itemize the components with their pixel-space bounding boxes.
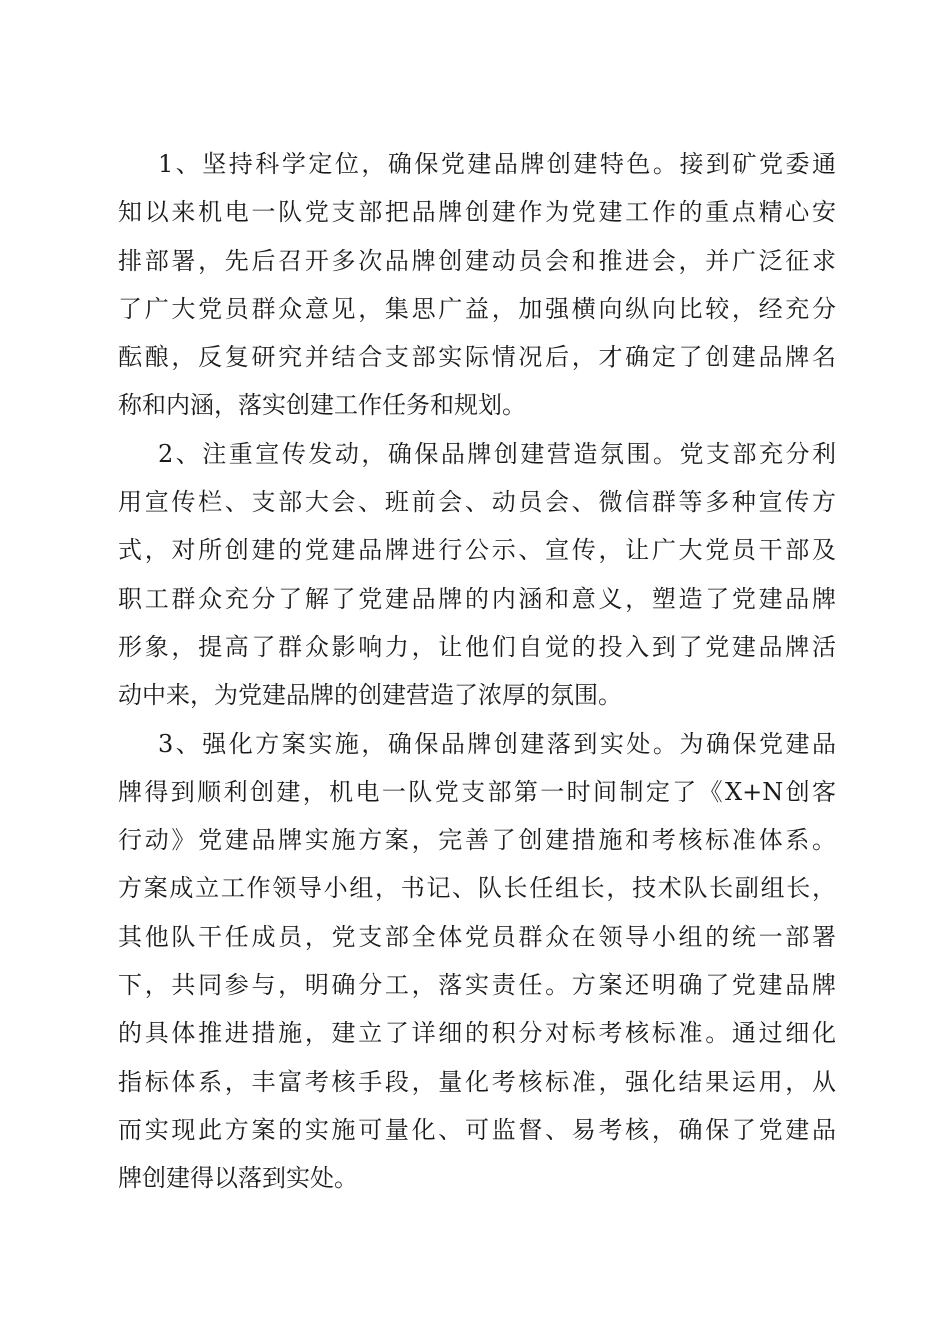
paragraph-line: 知以来机电一队党支部把品牌创建作为党建工作的重点精心安 bbox=[118, 198, 836, 227]
paragraph-line: 1、坚持科学定位，确保党建品牌创建特色。接到矿党委通 bbox=[158, 150, 836, 178]
paragraph-3 bbox=[118, 720, 836, 1203]
paragraph-line: 方案成立工作领导小组，书记、队长任组长，技术队长副组长， bbox=[118, 874, 836, 903]
paragraph-line: 的具体推进措施，建立了详细的积分对标考核标准。通过细化 bbox=[118, 1019, 836, 1048]
paragraph-line: 行动》党建品牌实施方案，完善了创建措施和考核标准体系。 bbox=[118, 826, 836, 855]
paragraph-line: 动中来，为党建品牌的创建营造了浓厚的氛围。 bbox=[118, 681, 622, 710]
paragraph-line: 下，共同参与，明确分工，落实责任。方案还明确了党建品牌 bbox=[118, 971, 836, 1000]
paragraph-line: 而实现此方案的实施可量化、可监督、易考核，确保了党建品 bbox=[118, 1115, 836, 1144]
paragraph-line: 称和内涵，落实创建工作任务和规划。 bbox=[118, 391, 526, 420]
paragraph-line: 式，对所创建的党建品牌进行公示、宣传，让广大党员干部及 bbox=[118, 536, 836, 565]
paragraph-1 bbox=[118, 140, 836, 430]
paragraph-line: 酝酿，反复研究并结合支部实际情况后，才确定了创建品牌名 bbox=[118, 343, 836, 372]
paragraph-line: 牌得到顺利创建，机电一队党支部第一时间制定了《X+N创客 bbox=[118, 777, 836, 806]
paragraph-line: 其他队干任成员，党支部全体党员群众在领导小组的统一部署 bbox=[118, 922, 836, 951]
paragraph-line: 3、强化方案实施，确保品牌创建落到实处。为确保党建品 bbox=[158, 729, 836, 758]
paragraph-line: 指标体系，丰富考核手段，量化考核标准，强化结果运用，从 bbox=[118, 1067, 836, 1096]
paragraph-2 bbox=[118, 430, 836, 720]
paragraph-line: 2、注重宣传发动，确保品牌创建营造氛围。党支部充分利 bbox=[158, 439, 836, 468]
paragraph-line: 形象，提高了群众影响力，让他们自觉的投入到了党建品牌活 bbox=[118, 632, 836, 661]
paragraph-line: 牌创建得以落到实处。 bbox=[118, 1164, 358, 1193]
document-body bbox=[118, 140, 836, 1203]
paragraph-line: 职工群众充分了解了党建品牌的内涵和意义，塑造了党建品牌 bbox=[118, 584, 836, 613]
paragraph-line: 用宣传栏、支部大会、班前会、动员会、微信群等多种宣传方 bbox=[118, 488, 836, 517]
paragraph-line: 了广大党员群众意见，集思广益，加强横向纵向比较，经充分 bbox=[118, 294, 836, 323]
paragraph-line: 排部署，先后召开多次品牌创建动员会和推进会，并广泛征求 bbox=[118, 246, 836, 275]
